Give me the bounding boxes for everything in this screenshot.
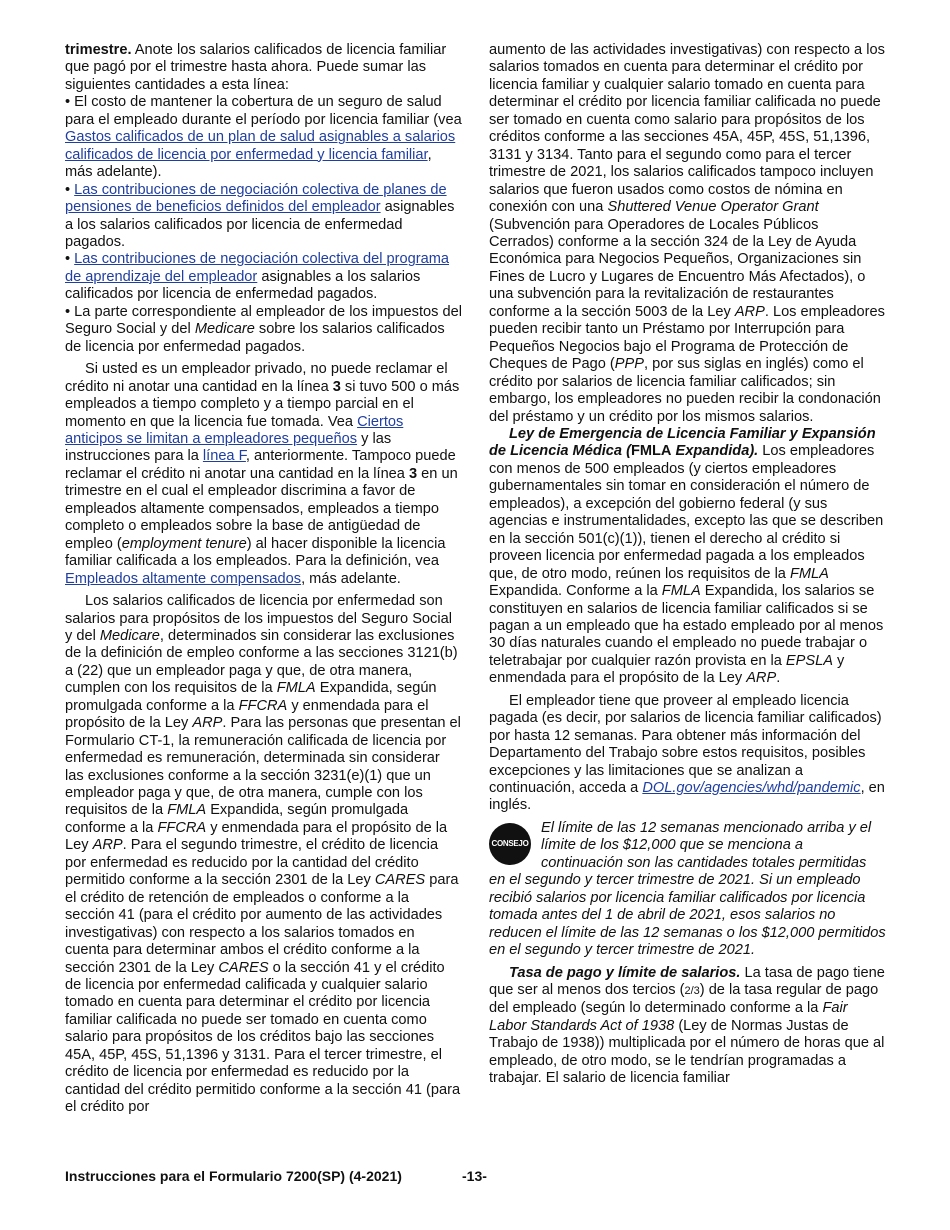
run: ) de la tasa regular de pago del empleado (según lo determinado conforme a la [489,982,879,1017]
tip-box [489,820,886,960]
tip-badge-label: CONSEJO [491,839,529,849]
run: , más adelante. [301,570,401,587]
run: ARP [92,837,123,854]
run: Shuttered Venue Operator Grant [607,199,819,216]
right-column [489,42,886,1088]
run: , anteriormente. Tampoco puede reclamar el crédito ni anotar una cantidad en la línea [65,448,456,482]
run: ARP [192,715,223,732]
run: y las instrucciones para la [65,430,392,465]
run: (Ley de Normas Justas de Trabajo de 1938)) multiplicada por el número de horas que al empleado, de otro modo, se le tendrían programadas a trabajar. El salario de licencia familiar [489,1017,885,1087]
consejo-tip-icon [489,823,531,865]
run: sobre los salarios calificados de licencia por enfermedad pagados. [65,321,445,355]
run: FFCRA [238,697,288,714]
run: 3 [408,465,418,482]
run: y enmendada para el propósito de la Ley [65,819,448,854]
run: y enmendada para el propósito de la Ley [489,652,845,687]
run: 3 [332,378,341,395]
run: ) al hacer disponible la licencia familiar calificada a los empleados. Para la definición, vea [65,535,446,570]
run: en un trimestre en el cual el empleador discrimina a favor de empleados altamente compensados, empleados a tiempo completo o empleados sobre la base de antigüedad de empleo ( [65,465,458,552]
run: Los salarios calificados de licencia por enfermedad son salarios para propósitos de los impuestos del Seguro Social y del [65,593,452,644]
run: FFCRA [157,819,207,836]
run: FMLA [276,680,316,697]
run: Expandida, según promulgada conforme a la [65,802,409,836]
run: • [65,181,75,198]
run: La tasa de pago tiene que ser al menos dos tercios ( [489,964,885,999]
run: Anote los salarios calificados de licencia familiar que pagó por el trimestre hasta ahora. Puede sumar las siguientes cantidades a esta línea: [65,42,447,93]
footer-form-title: Instrucciones para el Formulario 7200(SP) (4-2021) [65,1168,402,1184]
run: El empleador tiene que proveer al empleado licencia pagada (es decir, por salarios de licencia familiar calificados) por hasta 12 semanas. Para obtener más información del Departamento del Trabajo sobre estos requisitos, posibles excepciones y las limitaciones que se analizan a continuación, acceda a [489,692,882,797]
run: , por sus siglas en inglés) como el crédito por salarios de licencia familiar calificados; sin embargo, los empleadores no pueden recibir la condonación del préstamo y un crédito por los mismos salarios. [489,356,881,425]
run: asignables a los salarios calificados por licencia de enfermedad pagados. [65,199,455,250]
run: FMLA [167,802,207,819]
run: Expandida, los salarios se constituyen en salarios de licencia familiar calificados si se pagan a un empleado que ha estado empleado por al menos 30 días naturales cuando el empleado no puede trabajar o teletrabajar por cualquier razón provista en la [489,583,884,669]
run: . Para el segundo trimestre, el crédito de licencia por enfermedad es reducido por la cantidad del crédito permitido conforme a la sección 2301 de la Ley [65,837,439,889]
run: aumento de las actividades investigativas) con respecto a los salarios tomados en cuenta para determinar el crédito por licencia familiar y cualquier salario tomado en cuenta para determinar el crédito por licencia familiar calificada no puede ser tomado en cuenta como salario para propósitos de los créditos conforme a las secciones 45A, 45P, 45S, 51,1396, 3131 y 3134. Tanto para el segundo como para el tercer trimestre de 2021, los salarios calificados tampoco incluyen salarios que fueron usados como costos de nómina en conexión con una [489,42,885,216]
run: El límite de las 12 semanas mencionado arriba y el límite de los $12,000 que se menciona a continuación son las cantidades totales permitidas en el segundo y tercer trimestre de 2021. Si un empleado recibió salarios por licencia familiar calificados por licencia tomada antes del 1 de abril de 2021, esos salarios no reducen el límite de las 12 semanas o los $12,000 permitidos en el segundo y tercer trimestre de 2021. [489,819,886,959]
run: EPSLA [785,652,833,669]
run: PPP [614,356,644,373]
run: Si usted es un empleador privado, no puede reclamar el crédito ni anotar una cantidad en la línea [65,361,448,395]
paragraph-pay-rate [489,965,886,1088]
bullet-apprenticeship [65,251,462,303]
tip-text [489,820,886,960]
run: , en inglés. [489,780,885,814]
run-heading: Expandida). [671,443,759,460]
run: Los empleadores con menos de 500 empleados (y ciertos empleadores gubernamentales sin tomar en consideración el número de empleados), a excepción del gobierno federal (y sus agencias e instrumentalidades, excepto las que se describen en la sección 501(c)(1)), tienen el derecho al crédito si proveen licencia por enfermedad pagada a los empleados que, de otro modo, reúnen los requisitos de la [489,443,884,582]
run: ARP [734,303,765,320]
run: o la sección 41 y el crédito de licencia por enfermedad calificada y cualquier salario tomado en cuenta para determinar el crédito por licencia familiar calificada no puede ser tomado en cuenta como salario para propósitos de los créditos bajo las secciones 45A, 45P, 45S, 51,1396 y 3131. Para el tercer trimestre, el crédito de licencia por enfermedad es reducido por la cantidad del crédito permitido conforme a la sección 41 (para el crédito por [65,959,461,1116]
run-heading: Ley de Emergencia de Licencia Familiar y Expansión de Licencia Médica ( [489,425,876,460]
run: , más adelante). [65,146,432,181]
run: , determinados sin considerar las exclusiones de la definición de empleo conforme a las secciones 3121(b) a (22) que un empleador paga y que, de otra manera, cumplen con los requisitos de la [65,627,458,697]
run: para el crédito de retención de empleados o conforme a la sección 41 (para el crédito por aumento de las actividades investigativas) con respecto a los salarios tomados en cuenta para determinar ambos el crédito conforme a la sección 2301 de la Ley [65,872,459,976]
run-heading: trimestre. [65,42,132,58]
page-number: -13- [462,1168,487,1184]
run: Medicare [194,321,255,338]
link-apprenticeship-contributions[interactable]: Las contribuciones de negociación colectiva del programa de aprendizaje del empleador [65,251,449,285]
run: y enmendada para el propósito de la Ley [65,697,429,732]
link-pension-contributions[interactable]: Las contribuciones de negociación colectiva de planes de pensiones de beneficios definidos del empleador [65,181,447,216]
paragraph-research-credit [489,42,886,426]
link-dol-pandemic[interactable] [642,780,860,796]
run: employment tenure [121,535,247,552]
bullet-health-plan [65,94,462,181]
run: • [65,251,75,268]
run: si tuvo 500 o más empleados a tiempo completo y a tiempo parcial en el momento en que la licencia fue tomada. Vea [65,378,460,430]
paragraph-trimestre [65,42,462,94]
paragraph-private-employer [65,361,462,588]
run: Expandida. Conforme a la [489,583,662,600]
paragraph-12-weeks [489,693,886,815]
fraction: 2/3 [684,985,700,998]
run: Medicare [99,627,160,644]
run: . Los empleadores pueden recibir tanto un Préstamo por Interrupción para Pequeños Negocios bajo el Programa de Protección de Cheques de Pago ( [489,303,885,373]
run: FMLA [789,565,829,582]
link-line-f[interactable]: línea F [202,448,246,465]
link-health-plan-expenses[interactable]: Gastos calificados de un plan de salud asignables a salarios calificados de licencia por enfermedad y licencia familiar [65,129,456,163]
bullet-pension [65,182,462,252]
run: . [776,670,781,687]
run: Expandida, según promulgada conforme a la [65,680,437,714]
paragraph-fmla-expanded [489,426,886,688]
run: FMLA [661,583,701,600]
link-small-employers[interactable]: Ciertos anticipos se limitan a empleadores pequeños [65,413,404,447]
run-heading: Tasa de pago y límite de salarios. [509,964,741,981]
left-column [65,42,462,1117]
run: asignables a los salarios calificados por licencia de enfermedad pagados. [65,268,421,303]
run: CARES [218,959,269,976]
run: CARES [374,872,426,889]
run: Fair Labor Standards Act of 1938 [489,1000,848,1034]
run: ARP [746,670,777,687]
run: • La parte correspondiente al empleador de los impuestos del Seguro Social y del [65,303,462,338]
paragraph-qualified-sick-wages [65,593,462,1117]
run: • El costo de mantener la cobertura de un seguro de salud para el empleado durante el período por licencia familiar (vea [65,94,462,128]
run: DOL.gov/agencies/whd/pandemic [642,780,861,797]
run: . Para las personas que presentan el Formulario CT-1, la remuneración calificada de licencia por enfermedad es remuneración, determinada sin considerar las exclusiones conforme a la sección 3231(e)(1) que un empleador paga y que, de otra manera, cumple con los requisitos de la [65,715,461,819]
run: (Subvención para Operadores de Locales Públicos Cerrados) conforme a la sección 324 de la Ley de Ayuda Económica para Negocios Pequeños, Organizaciones sin Fines de Lucro y Lugares de Encuentro Más Afectados), o una subvención para la revitalización de restaurantes conforme a la sección 5003 de la Ley [489,216,866,320]
bullet-employer-share [65,304,462,356]
run-heading: FMLA [630,443,672,460]
link-highly-compensated[interactable]: Empleados altamente compensados [65,570,302,587]
